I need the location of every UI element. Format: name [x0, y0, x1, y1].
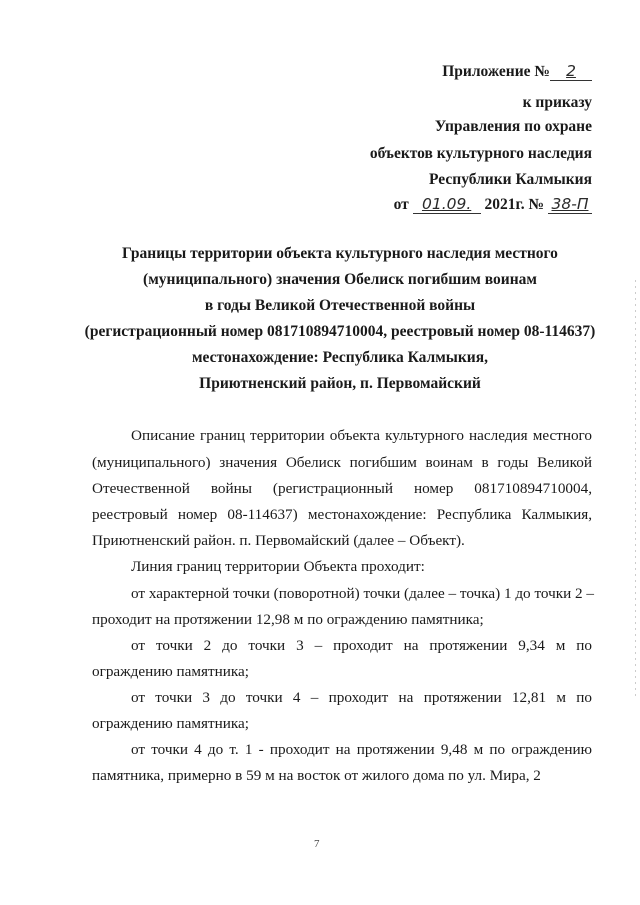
body-line-13: от точки 4 до т. 1 - проходит на протяжении 9,48 м по ограждению — [131, 741, 592, 758]
year-text: 2021г. № — [484, 196, 545, 213]
authority-line-3: Республики Калмыкия — [429, 171, 592, 188]
page-number: 7 — [314, 838, 320, 850]
scan-edge-divider — [635, 280, 636, 700]
body-line-12: ограждению памятника; — [92, 715, 249, 732]
body-line-4: реестровый номер 08-114637) местонахождение: Республика Калмыкия, — [92, 506, 592, 523]
title-line-5: местонахождение: Республика Калмыкия, — [191, 349, 488, 366]
body-line-10: ограждению памятника; — [92, 663, 249, 680]
title-line-4: (регистрационный номер 081710894710004, реестровый номер 08-114637) — [84, 323, 596, 340]
body-line-14: памятника, примерно в 59 м на восток от жилого дома по ул. Мира, 2 — [92, 767, 541, 784]
order-ref-line: к приказу — [522, 94, 592, 111]
body-line-2: (муниципального) значения Обелиск погибшим воинам в годы Великой — [92, 454, 592, 471]
authority-line-1: Управления по охране — [434, 118, 592, 135]
date-value: 01.09. — [413, 197, 481, 214]
body-line-8: проходит на протяжении 12,98 м по ограждению памятника; — [92, 611, 484, 628]
authority-line-2: объектов культурного наследия — [369, 145, 592, 162]
appendix-line — [442, 64, 592, 81]
title-line-2: (муниципального) значения Обелиск погибшим воинам — [143, 271, 537, 288]
body-line-7: от характерной точки (поворотной) точки (далее – точка) 1 до точки 2 – — [131, 585, 595, 602]
date-line — [394, 197, 592, 214]
appendix-label: Приложение № — [442, 63, 550, 80]
body-line-6: Линия границ территории Объекта проходит: — [131, 558, 425, 575]
body-line-1: Описание границ территории объекта культурного наследия местного — [131, 427, 592, 444]
title-line-3: в годы Великой Отечественной войны — [204, 297, 476, 314]
title-line-6: Приютненский район, п. Первомайский — [199, 375, 481, 392]
appendix-number: 2 — [550, 64, 592, 81]
date-prefix: от — [393, 196, 409, 213]
body-line-5: Приютненский район. п. Первомайский (далее – Объект). — [92, 532, 465, 549]
body-line-11: от точки 3 до точки 4 – проходит на протяжении 12,81 м по — [131, 689, 592, 706]
order-number: 38-П — [548, 197, 592, 214]
title-line-1: Границы территории объекта культурного наследия местного — [122, 245, 558, 262]
body-line-3: Отечественной войны (регистрационный номер 081710894710004, — [92, 480, 592, 497]
body-line-9: от точки 2 до точки 3 – проходит на протяжении 9,34 м по — [131, 637, 592, 654]
